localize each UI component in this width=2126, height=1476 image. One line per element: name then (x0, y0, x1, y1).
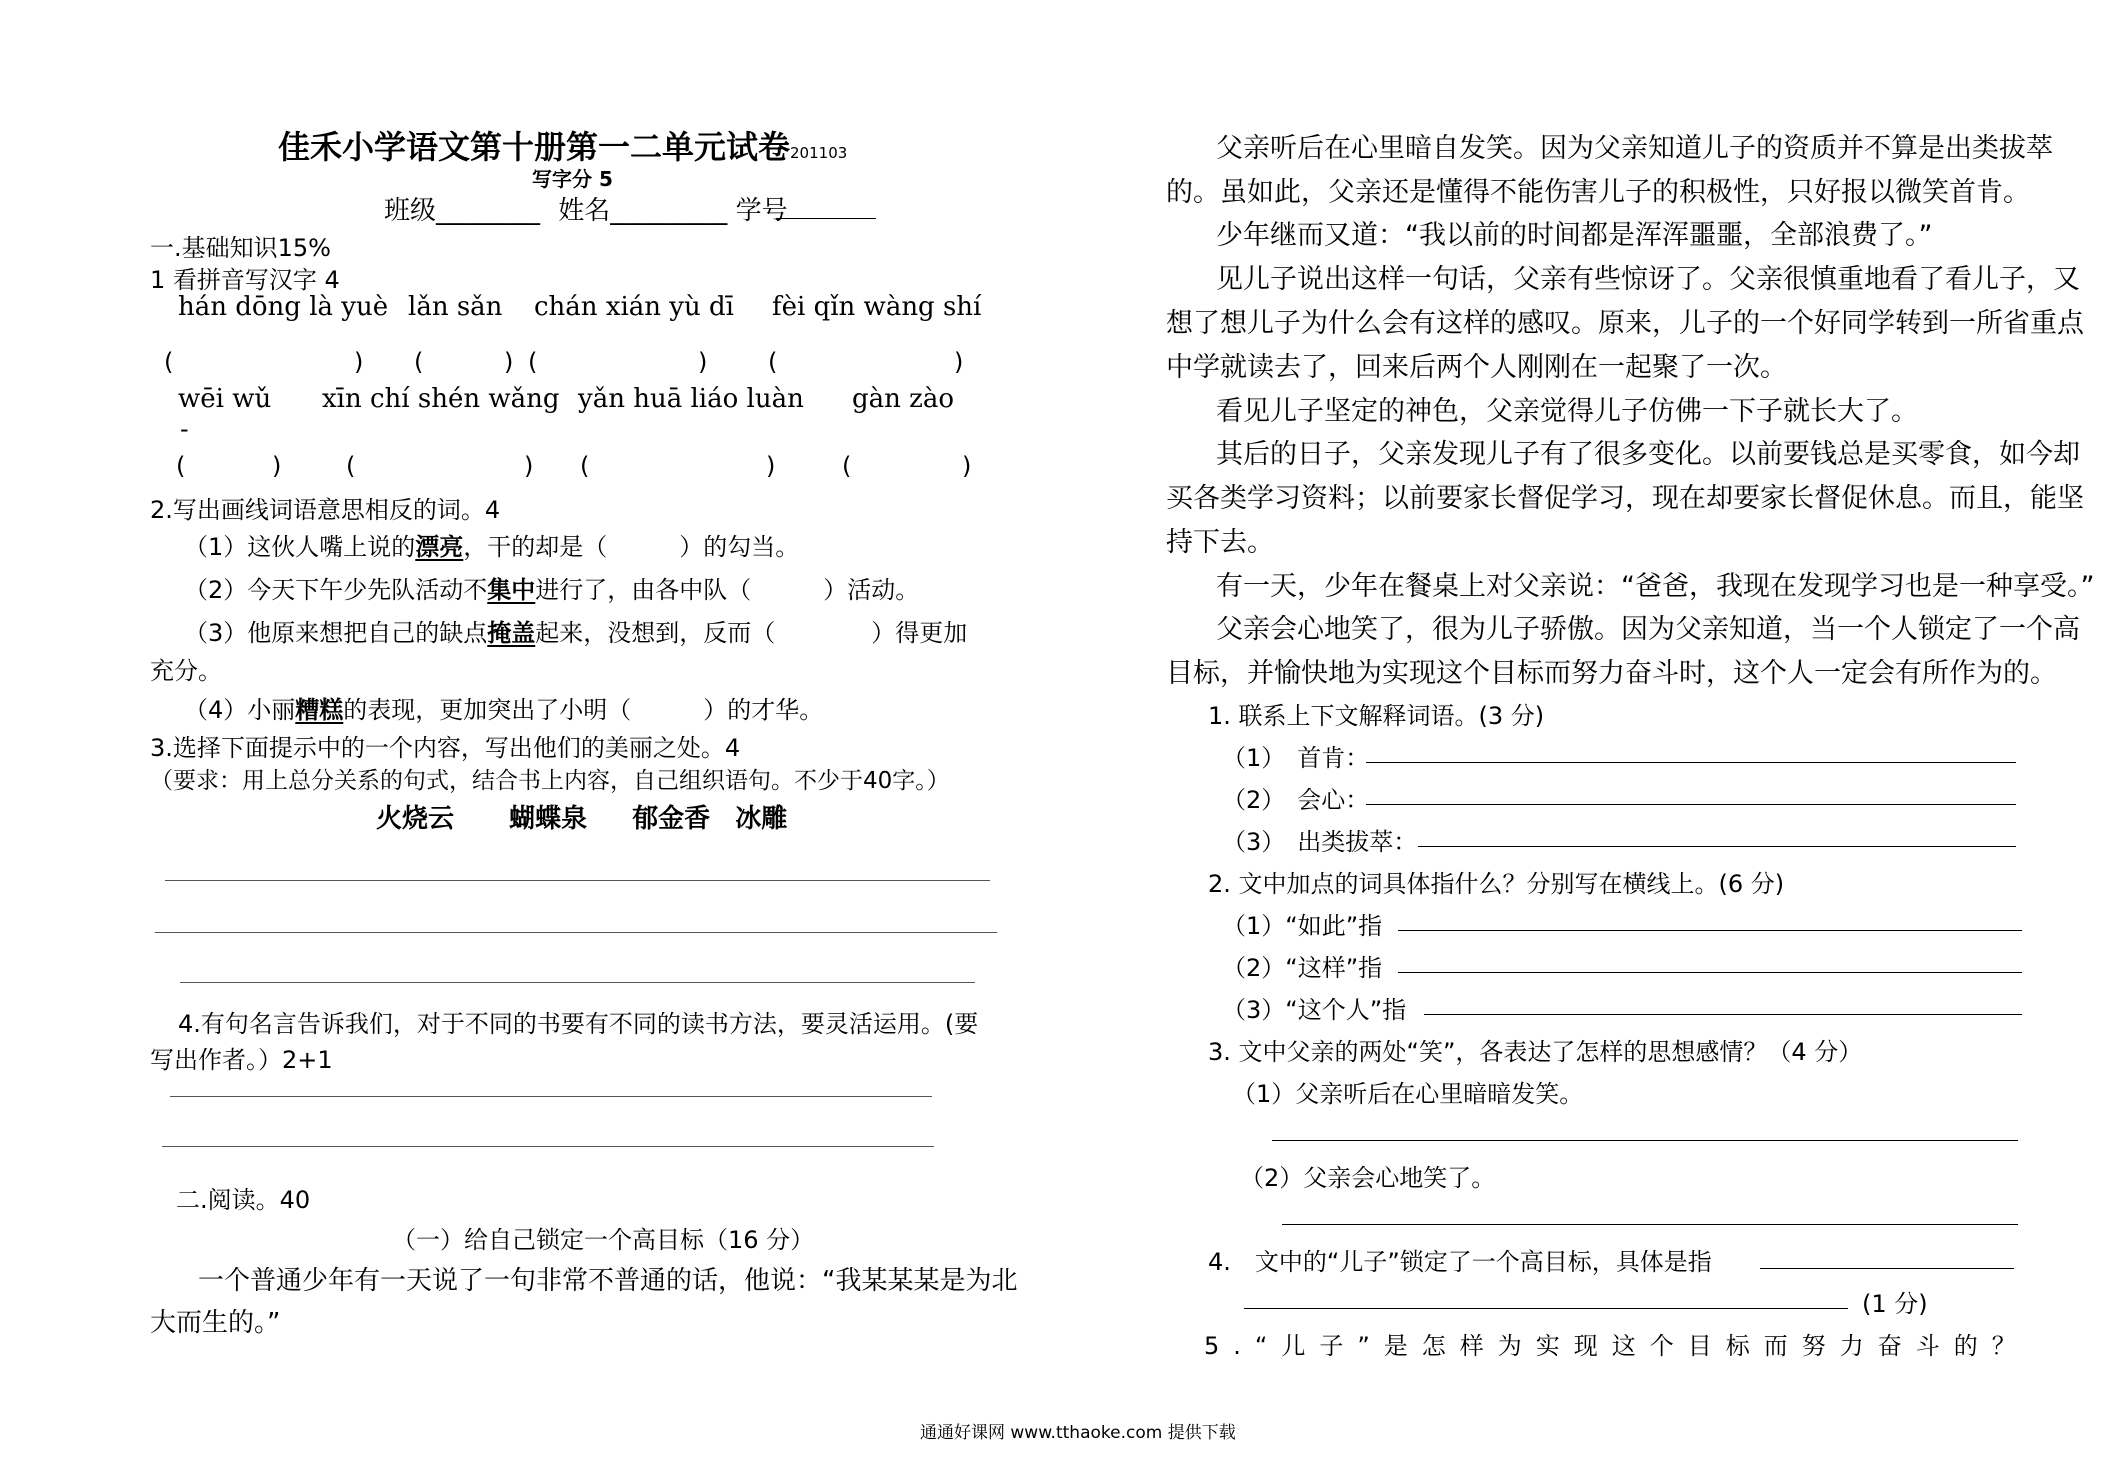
reading-title: （一）给自己锁定一个高目标（16 分） (392, 1226, 815, 1254)
answer-line (1282, 1224, 2018, 1225)
section-1-heading: 一.基础知识15% (150, 234, 331, 262)
section-2-heading: 二.阅读。40 (176, 1186, 311, 1214)
paren: ) (962, 452, 972, 480)
pinyin-6: xīn chí shén wǎng (322, 384, 560, 414)
option-2: 蝴蝶泉 (509, 804, 588, 834)
q2-line-text: （3）他原来想把自己的缺点 (184, 619, 488, 647)
reading-para-1-cont: 大而生的。” (150, 1308, 281, 1338)
number-blank (776, 218, 876, 219)
student-info (384, 190, 788, 227)
pinyin-8: gàn zào (852, 384, 955, 414)
rq5-line: 5.“儿子”是怎样为实现这个目标而努力奋斗的？ (1204, 1332, 2030, 1360)
answer-line (1244, 1308, 1848, 1309)
rq1-item-3: （3） 出类拔萃： (1222, 828, 1418, 856)
passage-line: 想了想儿子为什么会有这样的感叹。原来，儿子的一个好同学转到一所省重点 (1166, 308, 2084, 339)
answer-line (1760, 1268, 2014, 1269)
q2-line-text: （2）今天下午少先队活动不 (184, 576, 488, 604)
q2-line-text: ，干的却是（ ）的勾当。 (463, 533, 800, 561)
q2-line-2 (184, 570, 919, 605)
passage-line: 少年继而又道：“我以前的时间都是浑浑噩噩，全部浪费了。” (1216, 220, 1933, 251)
passage-line: 父亲听后在心里暗自发笑。因为父亲知道儿子的资质并不算是出类拔萃 (1216, 133, 2053, 164)
q3-heading: 3.选择下面提示中的一个内容，写出他们的美丽之处。4 (150, 734, 741, 762)
q2-line-3 (184, 613, 967, 648)
rq2-item-3: （3）“这个人”指 (1222, 996, 1407, 1024)
rq3-item-1: （1）父亲听后在心里暗暗发笑。 (1232, 1080, 1584, 1108)
answer-line (155, 932, 997, 933)
paren: ( (414, 348, 424, 376)
q2-heading: 2.写出画线词语意思相反的词。4 (150, 496, 501, 524)
answer-line (1366, 762, 2016, 763)
title-code: 201103 (790, 144, 848, 162)
pinyin-2: lǎn sǎn (408, 292, 503, 322)
rq1-heading: 1. 联系上下文解释词语。(3 分) (1208, 702, 1545, 730)
paren: ) (766, 452, 776, 480)
q4-line-1: 4.有句名言告诉我们，对于不同的书要有不同的读书方法，要灵活运用。(要 (178, 1010, 979, 1038)
passage-line: 见儿子说出这样一句话，父亲有些惊讶了。父亲很慎重地看了看儿子，又 (1216, 264, 2080, 295)
pinyin-4: fèi qǐn wàng shí (772, 292, 982, 322)
paren: ( (842, 452, 852, 480)
rq3-heading: 3. 文中父亲的两处“笑”，各表达了怎样的思想感情？（4 分） (1208, 1038, 1863, 1066)
passage-line: 的。虽如此，父亲还是懂得不能伤害儿子的积极性，只好报以微笑首肯。 (1166, 177, 2030, 208)
answer-line (1398, 930, 2022, 931)
q2-underlined-word: 漂亮 (415, 533, 464, 561)
paren: ( (346, 452, 356, 480)
rq3-item-2: （2）父亲会心地笑了。 (1240, 1164, 1496, 1192)
passage-line: 目标，并愉快地为实现这个目标而努力奋斗时，这个人一定会有所作为的。 (1166, 658, 2057, 689)
q2-line-text: 起来，没想到，反而（ ）得更加 (535, 619, 968, 647)
q2-line-text: （1）这伙人嘴上说的 (184, 533, 416, 561)
answer-line (162, 1146, 934, 1147)
paren: ( (580, 452, 590, 480)
answer-line (1424, 1014, 2022, 1015)
paren: ) (504, 348, 514, 376)
name-field: 姓名_________ (558, 196, 728, 226)
pinyin-3: chán xián yù dī (534, 292, 734, 322)
q2-underlined-word: 糟糕 (295, 696, 344, 724)
q2-line-3-cont: 充分。 (150, 657, 222, 685)
answer-parens-row-1 (164, 348, 984, 378)
answer-line (1398, 972, 2022, 973)
exam-title (278, 122, 847, 168)
rq1-item-2: （2） 会心： (1222, 786, 1370, 814)
q2-line-text: 的表现，更加突出了小明（ ）的才华。 (343, 696, 824, 724)
q2-underlined-word: 集中 (487, 576, 536, 604)
paren: ) (524, 452, 534, 480)
paren: ) (954, 348, 964, 376)
q2-line-4 (184, 690, 823, 725)
title-text: 佳禾小学语文第十册第一二单元试卷 (278, 128, 791, 166)
answer-parens-row-2 (176, 452, 996, 482)
answer-line (1418, 846, 2016, 847)
paren: ) (354, 348, 364, 376)
writing-score: 写字分 5 (532, 167, 613, 191)
reading-para-1: 一个普通少年有一天说了一句非常不普通的话，他说：“我某某某是为北 (198, 1266, 1018, 1296)
answer-line (1366, 804, 2016, 805)
paren: ) (698, 348, 708, 376)
option-3: 郁金香 (632, 804, 711, 834)
q2-line-1 (184, 527, 799, 562)
passage-line: 看见儿子坚定的神色，父亲觉得儿子仿佛一下子就长大了。 (1216, 396, 1918, 427)
rq4-score: (1 分) (1862, 1290, 1928, 1318)
pinyin-5: wēi wǔ (178, 384, 272, 414)
number-field: 学号 (735, 196, 788, 226)
stray-dash: - (180, 415, 189, 443)
q3-requirement: （要求：用上总分关系的句式，结合书上内容，自己组织语句。不少于40字。） (150, 768, 950, 794)
class-field: 班级________ (384, 196, 541, 226)
footer-source: 通通好课网 www.tthaoke.com 提供下载 (920, 1423, 1236, 1443)
rq4-line: 4. 文中的“儿子”锁定了一个高目标，具体是指 (1208, 1248, 1712, 1276)
paren: ( (176, 452, 186, 480)
q2-line-text: 进行了，由各中队（ ）活动。 (535, 576, 920, 604)
option-1: 火烧云 (376, 804, 455, 834)
passage-line: 买各类学习资料；以前要家长督促学习，现在却要家长督促休息。而且，能坚 (1166, 483, 2084, 514)
passage-line: 父亲会心地笑了，很为儿子骄傲。因为父亲知道，当一个人锁定了一个高 (1216, 614, 2080, 645)
q2-line-text: （4）小丽 (184, 696, 296, 724)
paren: ( (768, 348, 778, 376)
q1-heading: 1 看拼音写汉字 4 (150, 266, 340, 294)
answer-line (1272, 1140, 2018, 1141)
answer-line (180, 982, 975, 983)
paren: ( (528, 348, 538, 376)
passage-line: 有一天，少年在餐桌上对父亲说：“爸爸，我现在发现学习也是一种享受。” (1216, 571, 2095, 602)
answer-line (170, 1096, 932, 1097)
passage-line: 其后的日子，父亲发现儿子有了很多变化。以前要钱总是买零食，如今却 (1216, 439, 2080, 470)
pinyin-1: hán dōng là yuè (178, 292, 389, 322)
rq1-item-1: （1） 首肯： (1222, 744, 1370, 772)
paren: ( (164, 348, 174, 376)
rq2-item-1: （1）“如此”指 (1222, 912, 1383, 940)
rq2-item-2: （2）“这样”指 (1222, 954, 1383, 982)
pinyin-7: yǎn huā liáo luàn (578, 384, 804, 414)
rq2-heading: 2. 文中加点的词具体指什么？分别写在横线上。(6 分) (1208, 870, 1785, 898)
q2-underlined-word: 掩盖 (487, 619, 536, 647)
answer-line (165, 880, 990, 881)
paren: ) (272, 452, 282, 480)
q3-options (376, 798, 787, 835)
passage-line: 持下去。 (1166, 527, 1274, 558)
passage-line: 中学就读去了，回来后两个人刚刚在一起聚了一次。 (1166, 352, 1787, 383)
option-4: 冰雕 (735, 804, 788, 834)
q4-line-2: 写出作者。）2+1 (150, 1046, 333, 1074)
